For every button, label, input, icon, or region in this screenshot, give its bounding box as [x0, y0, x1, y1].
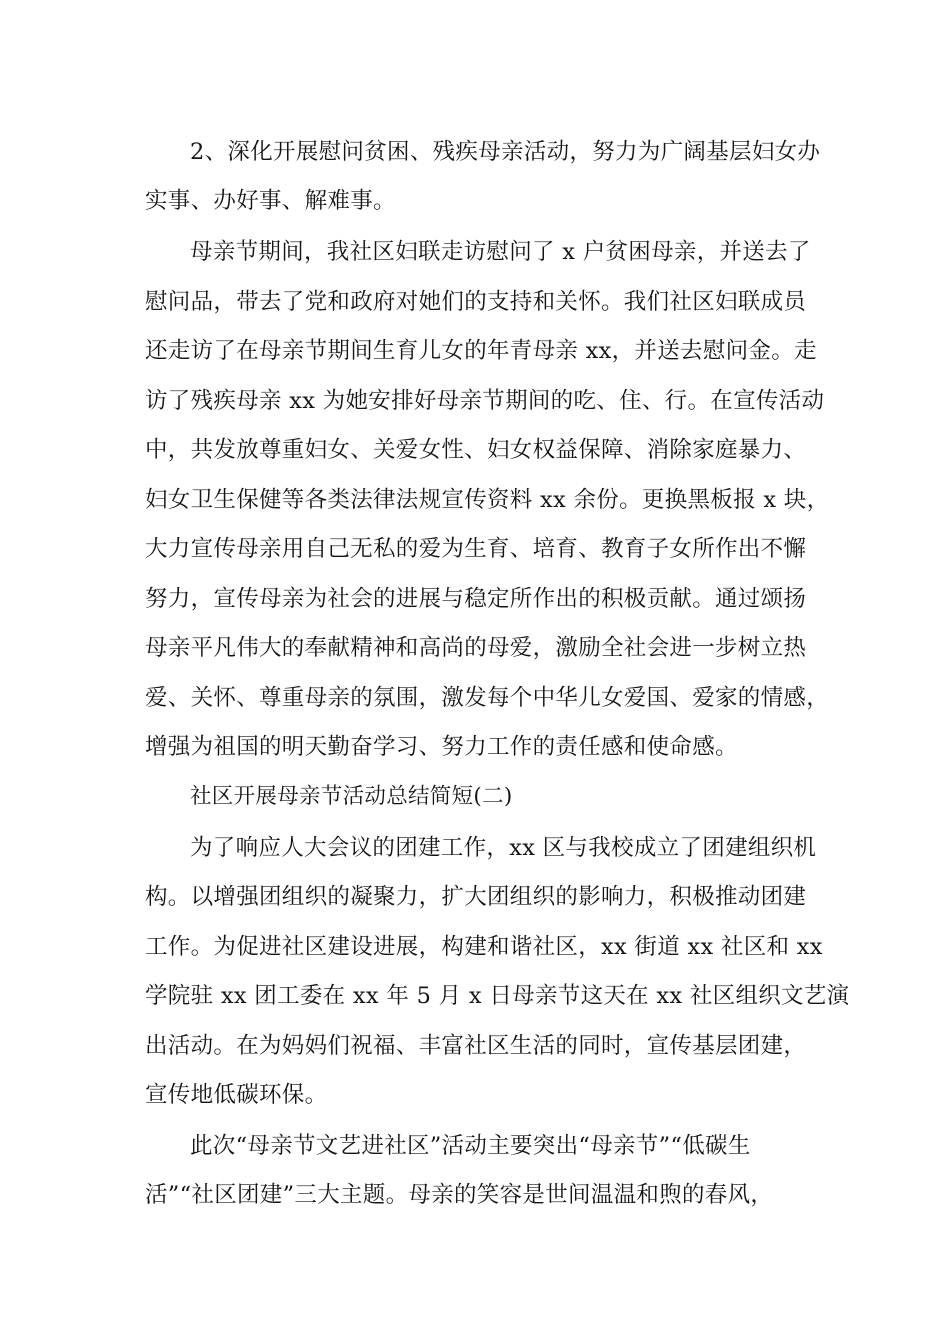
text-line: 活”“社区团建”三大主题。母亲的笑容是世间温温和煦的春风， [145, 1182, 774, 1208]
text-line: 出活动。在为妈妈们祝福、丰富社区生活的同时，宣传基层团建， [145, 1033, 807, 1059]
text-line: 大力宣传母亲用自己无私的爱为生育、培育、教育子女所作出不懈 [145, 536, 807, 562]
text-line: 宣传地低碳环保。 [145, 1082, 328, 1108]
text-line: 妇女卫生保健等各类法律法规宣传资料 xx 余份。更换黑板报 x 块， [145, 487, 830, 513]
text-line: 努力，宣传母亲为社会的进展与稳定所作出的积极贡献。通过颂扬 [145, 586, 807, 612]
text-line: 增强为祖国的明天勤奋学习、努力工作的责任感和使命感。 [145, 734, 738, 760]
text-line: 母亲节期间，我社区妇联走访慰问了 x 户贫困母亲，并送去了 [190, 239, 811, 265]
text-line: 母亲平凡伟大的奉献精神和高尚的母爱，激励全社会进一步树立热 [145, 635, 807, 661]
text-line: 构。以增强团组织的凝聚力，扩大团组织的影响力，积极推动团建 [145, 884, 807, 910]
text-line: 中，共发放尊重妇女、关爱女性、妇女权益保障、消除家庭暴力、 [145, 437, 807, 463]
text-line: 慰问品，带去了党和政府对她们的支持和关怀。我们社区妇联成员 [145, 289, 807, 315]
text-line: 工作。为促进社区建设进展，构建和谐社区，xx 街道 xx 社区和 xx [145, 934, 823, 960]
text-line: 为了响应人大会议的团建工作，xx 区与我校成立了团建组织机 [190, 835, 817, 861]
text-line: 2、深化开展慰问贫困、残疾母亲活动，努力为广阔基层妇女办 [190, 139, 821, 165]
text-line: 此次“母亲节文艺进社区”活动主要突出“母亲节”“低碳生 [190, 1133, 751, 1159]
text-line: 还走访了在母亲节期间生育儿女的年青母亲 xx，并送去慰问金。走 [145, 338, 817, 364]
section-heading: 社区开展母亲节活动总结简短(二) [190, 784, 513, 809]
text-line: 实事、办好事、解难事。 [145, 188, 396, 214]
text-line: 爱、关怀、尊重母亲的氛围，激发每个中华儿女爱国、爱家的情感， [145, 685, 830, 711]
text-line: 学院驻 xx 团工委在 xx 年 5 月 x 日母亲节这天在 xx 社区组织文艺演 [145, 983, 850, 1009]
text-line: 访了残疾母亲 xx 为她安排好母亲节期间的吃、住、行。在宣传活动 [145, 388, 825, 414]
